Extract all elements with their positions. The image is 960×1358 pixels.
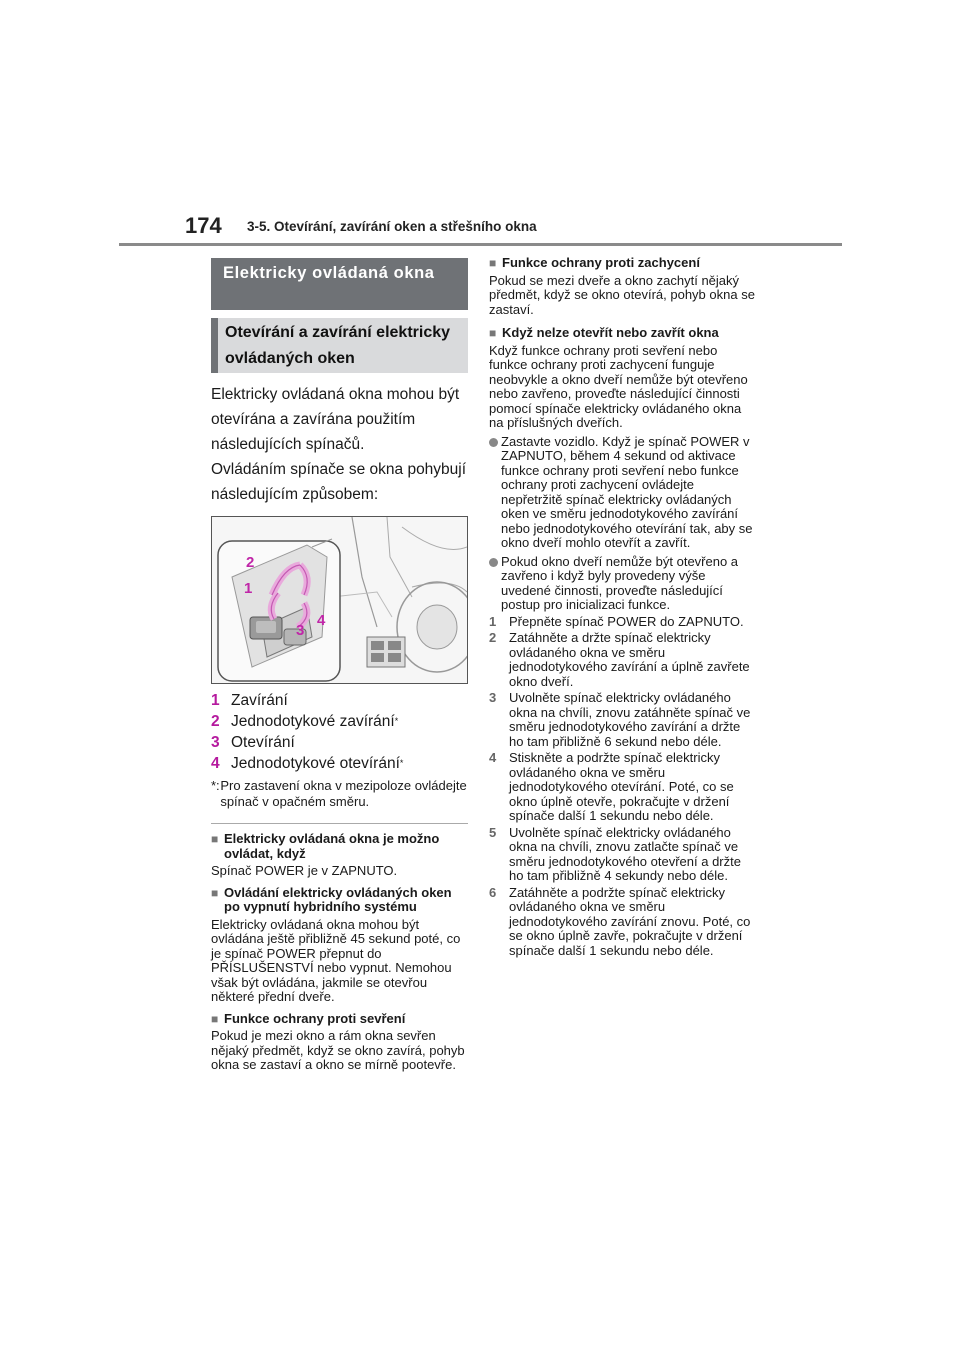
page-number: 174 (185, 213, 222, 238)
step-text: Zatáhněte a držte spínač elektricky ovládaného okna ve směru jednodotykového zavírání a úplně zavřete okno dveří. (509, 630, 750, 689)
square-bullet-icon: ■ (211, 832, 219, 846)
list-item (211, 711, 468, 732)
window-switch-illustration (211, 516, 468, 684)
list-item (489, 751, 757, 824)
list-item (489, 691, 757, 749)
step-text: Otevírání (231, 734, 295, 751)
section-title: Elektricky ovládaná okna (211, 258, 468, 310)
footnote-text: Pro zastavení okna v mezipoloze ovládejte spínač v opačném směru. (220, 778, 467, 809)
bullet-text: Zastavte vozidlo. Když je spínač POWER v ZAPNUTO, během 4 sekund od aktivace funkce ochrany proti sevření nebo funkce ochrany proti zachycení ovládejte nepřetržitě spínač elektricky ovládaných oken ve směru jednodotykového zavírání nebo jednodotykového otevírání tak, aby se okno dveří mohlo otevřít a zavřít. (501, 433, 753, 550)
step-number: 4 (211, 755, 220, 772)
list-item (489, 615, 757, 630)
list-item (489, 435, 757, 551)
step-number: 1 (211, 692, 220, 709)
info-section (489, 326, 757, 431)
info-section (489, 256, 757, 317)
divider (211, 823, 468, 824)
step-text: Přepněte spínač POWER do ZAPNUTO. (509, 613, 744, 629)
bullet-icon (489, 558, 498, 567)
info-body: Pokud je mezi okno a rám okna sevřen nějaký předmět, když se okno zavírá, pohyb okna se zastaví a okno se mírně pootevře. (211, 1028, 465, 1072)
list-item (489, 826, 757, 884)
footnote-mark: *: (211, 778, 220, 793)
list-item (211, 732, 468, 753)
switch-drawing (212, 517, 467, 683)
info-section (211, 886, 468, 1005)
figure-label: 2 (246, 554, 255, 571)
figure-label: 4 (317, 612, 326, 629)
step-number: 3 (489, 690, 497, 705)
footnote (211, 778, 468, 810)
list-item (211, 690, 468, 711)
step-number: 6 (489, 884, 497, 900)
figure-label: 3 (296, 622, 305, 639)
step-number: 1 (489, 613, 497, 629)
figure-label: 1 (244, 580, 253, 597)
info-section (211, 1012, 468, 1073)
step-text: Zavírání (231, 692, 288, 709)
right-column (489, 256, 757, 958)
info-title: Ovládání elektricky ovládaných oken po vypnutí hybridního systému (224, 884, 452, 914)
operation-list (211, 690, 468, 774)
step-number: 4 (489, 750, 497, 765)
square-bullet-icon: ■ (489, 326, 497, 340)
left-column (211, 258, 468, 1073)
square-bullet-icon: ■ (211, 1011, 219, 1026)
step-text: Jednodotykové otevírání (231, 755, 400, 772)
square-bullet-icon: ■ (211, 885, 219, 900)
info-title: Funkce ochrany proti sevření (224, 1010, 406, 1026)
info-body: Když funkce ochrany proti sevření nebo funkce ochrany proti zachycení funguje neobvykle a okno dveří nemůže být otevřeno nebo zavřeno, proveďte následující činnosti pomocí spínače elektricky ovládaného okna na příslušných dveřích. (489, 342, 748, 430)
bullet-icon (489, 438, 498, 447)
running-head: 3-5. Otevírání, zavírání oken a střešního okna (247, 219, 537, 234)
list-item (489, 886, 757, 959)
step-text: Uvolněte spínač elektricky ovládaného okna na chvíli, znovu zatáhněte spínač ve směru jednodotykového zavírání a držte ho tam přibližně 6 sekund nebo déle. (509, 690, 751, 749)
list-item (489, 555, 757, 613)
info-title: Funkce ochrany proti zachycení (502, 255, 700, 270)
info-title: Elektricky ovládaná okna je možno ovládat, když (224, 831, 440, 861)
step-text: Stiskněte a podržte spínač elektricky ovládaného okna ve směru jednodotykového otevírání. Poté, co se okno úplně otevře, pokračujte v držení spínače další 1 sekundu nebo déle. (509, 750, 734, 823)
intro-paragraph: Ovládáním spínače se okna pohybují následujícím způsobem: (211, 461, 467, 503)
info-title: Když nelze otevřít nebo zavřít okna (502, 325, 719, 340)
info-body: Elektricky ovládaná okna mohou být ovládána ještě přibližně 45 sekund poté, co je spínač POWER přepnut do PŘÍSLUŠENSTVÍ nebo vypnut. Nemohou však být ovládána, jakmile se otevřou některé přední dveře. (211, 916, 461, 1004)
step-number: 2 (489, 630, 497, 645)
bullet-text: Pokud okno dveří nemůže být otevřeno a zavřeno i když byly provedeny výše uvedené činnosti, proveďte následující postup pro inicializaci funkce. (501, 553, 739, 612)
step-number: 5 (489, 824, 497, 840)
header-rule (119, 243, 842, 246)
info-body: Spínač POWER je v ZAPNUTO. (211, 863, 398, 878)
section-subtitle: Otevírání a zavírání elektricky ovládaných oken (211, 318, 468, 373)
list-item (211, 753, 468, 774)
intro-text (211, 382, 468, 507)
intro-paragraph: Elektricky ovládaná okna mohou být otevírána a zavírána použitím následujících spínačů. (211, 386, 460, 453)
info-section (211, 832, 468, 879)
footnote-mark: * (399, 758, 404, 768)
footnote-mark: * (394, 716, 399, 726)
square-bullet-icon: ■ (489, 256, 497, 270)
info-body: Pokud se mezi dveře a okno zachytí nějaký předmět, když se okno otevírá, pohyb okna se zastaví. (489, 272, 755, 317)
step-number: 2 (211, 713, 220, 730)
list-item (489, 631, 757, 689)
step-number: 3 (211, 734, 220, 751)
step-text: Jednodotykové zavírání (231, 713, 395, 730)
step-text: Zatáhněte a podržte spínač elektricky ovládaného okna ve směru jednodotykového zavírání znovu. Poté, co se okno úplně zavře, pokračujte v držení spínače další 1 sekundu nebo déle. (509, 884, 751, 958)
step-text: Uvolněte spínač elektricky ovládaného okna na chvíli, znovu zatlačte spínač ve směru jednodotykového otevření a držte ho tam přibližně 4 sekundy nebo déle. (509, 824, 741, 883)
